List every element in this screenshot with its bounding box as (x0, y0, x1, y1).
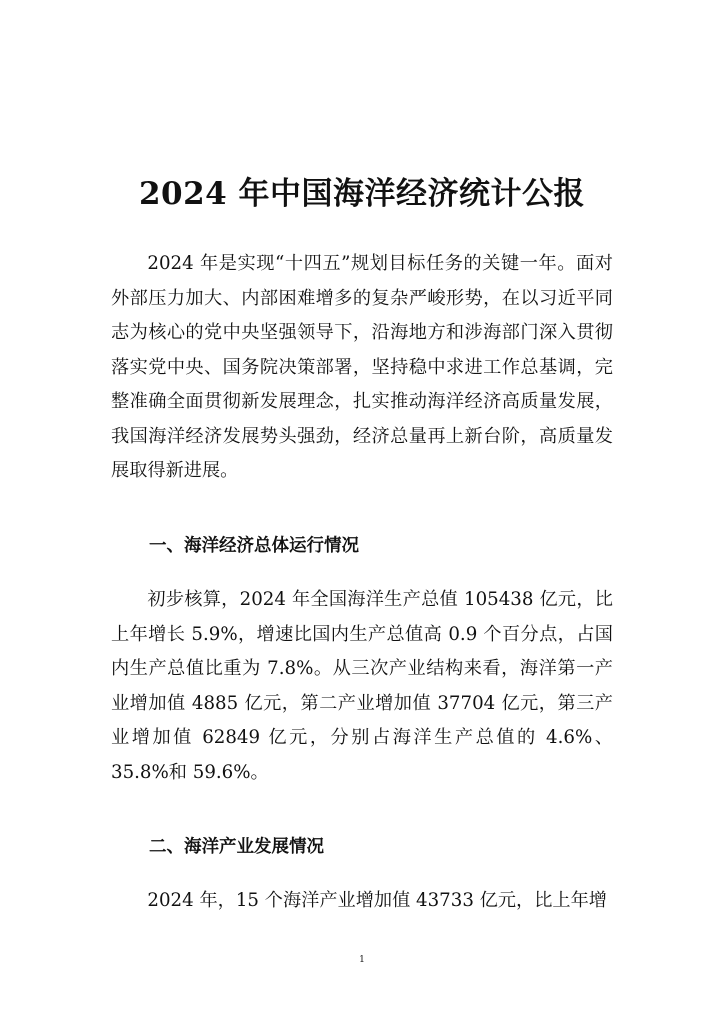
section-1-heading: 一、海洋经济总体运行情况 (149, 536, 359, 556)
section-2-paragraph: 2024 年，15 个海洋产业增加值 43733 亿元，比上年增 (147, 890, 607, 911)
section-1-paragraph: 初步核算，2024 年全国海洋生产总值 105438 亿元，比上年增长 5.9%，增速比国内生产总值高 0.9 个百分点，占国内生产总值比重为 7.8%。从三次产业结构来看，海洋第一产业增加值 4885 亿元，第二产业增加值 37704 亿元，第三产业增加值 62849 亿元，分别占海洋生产总值的 4.6%、35.8%和 59.6%。 (111, 589, 613, 783)
document-title: 2024 年中国海洋经济统计公报 (138, 176, 586, 212)
intro-paragraph: 2024 年是实现“十四五”规划目标任务的关键一年。面对外部压力加大、内部困难增多的复杂严峻形势，在以习近平同志为核心的党中央坚强领导下，沿海地方和涉海部门深入贯彻落实党中央、国务院决策部署，坚持稳中求进工作总基调，完整准确全面贯彻新发展理念，扎实推动海洋经济高质量发展，我国海洋经济发展势头强劲，经济总量再上新台阶，高质量发展取得新进展。 (111, 253, 613, 481)
section-2-heading: 二、海洋产业发展情况 (149, 837, 324, 857)
page-number: 1 (359, 955, 365, 965)
